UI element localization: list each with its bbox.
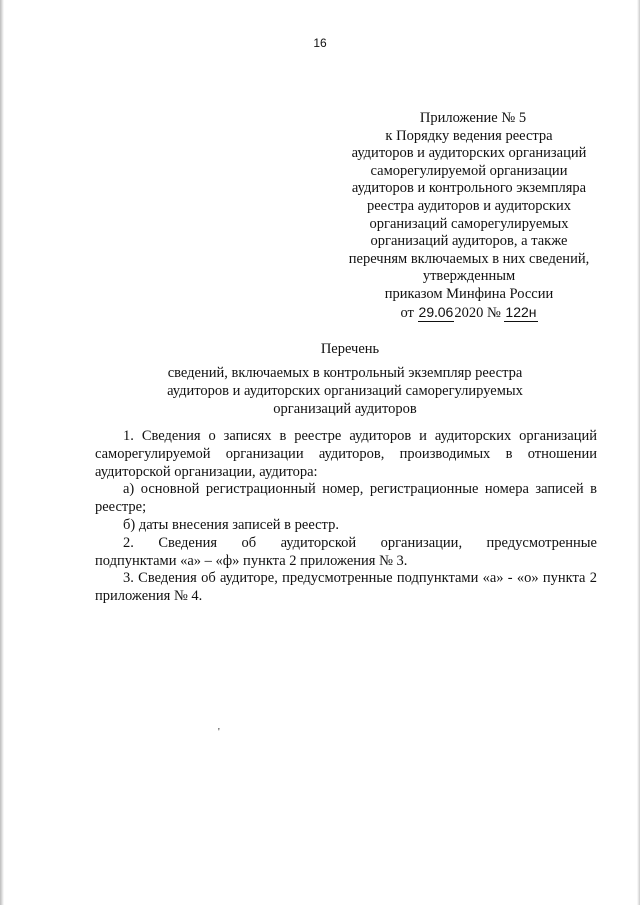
appendix-line: утвержденным — [422, 268, 516, 285]
appendix-header — [324, 110, 614, 322]
order-number: 122н — [505, 303, 537, 320]
item-2-word: Сведения — [158, 534, 218, 551]
document-title — [0, 340, 640, 418]
appendix-line: организаций аудиторов, а также — [370, 233, 568, 250]
appendix-line: аудиторов и контрольного экземпляра — [351, 180, 587, 197]
item-1: 1. Сведения о записях в реестре аудиторов и аудиторских организаций саморегулируемой организации аудиторов, производимых в отношении аудиторской организации, аудитора: — [95, 428, 597, 480]
number-sign: № — [486, 304, 501, 321]
appendix-line: приказом Минфина России — [384, 285, 554, 302]
date-day: 29 — [418, 303, 435, 320]
item-2-word: предусмотренные — [486, 534, 597, 551]
item-2-first-line — [95, 535, 597, 553]
item-1b: б) даты внесения записей в реестр. — [123, 516, 339, 533]
appendix-line: организаций саморегулируемых — [369, 215, 569, 232]
item-2-word: 2. — [123, 534, 134, 551]
page-number: 16 — [313, 36, 327, 50]
document-body — [95, 428, 597, 606]
item-3: 3. Сведения об аудиторе, предусмотренные подпунктами «а» - «о» пункта 2 приложения № 4. — [95, 570, 597, 605]
item-2-word: организации, — [380, 534, 463, 551]
order-date-line — [324, 304, 614, 323]
scan-edge-left — [0, 0, 4, 905]
date-prefix: от — [400, 304, 414, 321]
title-line: сведений, включаемых в контрольный экземпляр реестра — [167, 365, 523, 381]
item-2-word: об — [241, 534, 257, 551]
appendix-line: саморегулируемой организации — [370, 162, 568, 179]
appendix-line: аудиторов и аудиторских организаций — [351, 145, 587, 162]
appendix-line: к Порядку ведения реестра — [385, 127, 553, 144]
title-line: аудиторов и аудиторских организаций саморегулируемых — [167, 383, 523, 399]
appendix-line: реестра аудиторов и аудиторских — [367, 197, 571, 214]
title-line: организаций аудиторов — [273, 401, 417, 417]
order-number-underline — [504, 305, 537, 322]
item-2-word: аудиторской — [280, 534, 357, 551]
date-month: 06 — [437, 303, 454, 320]
title-heading: Перечень — [320, 341, 380, 357]
date-underline: 29.06 — [418, 303, 454, 321]
stray-mark: ' — [218, 727, 220, 738]
appendix-line: Приложение № 5 — [419, 110, 527, 126]
item-2-continuation: подпунктами «а» – «ф» пункта 2 приложения № 3. — [95, 552, 408, 569]
appendix-line: перечням включаемых в них сведений, — [348, 250, 590, 267]
date-year: 2020 — [454, 304, 484, 321]
item-1a: а) основной регистрационный номер, регистрационные номера записей в реестре; — [95, 481, 597, 516]
